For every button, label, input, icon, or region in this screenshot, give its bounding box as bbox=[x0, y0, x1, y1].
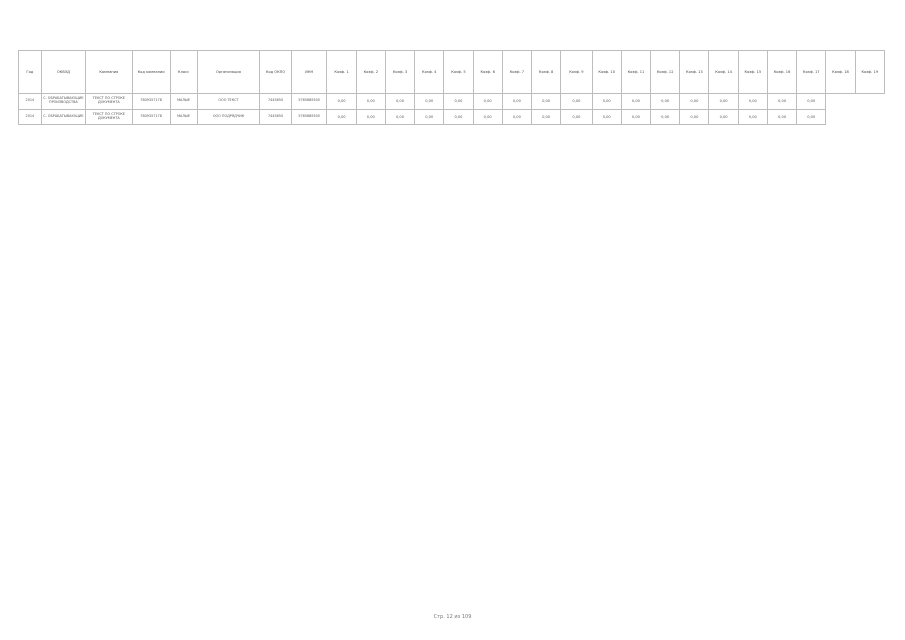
table-cell: 0,00 bbox=[709, 94, 738, 110]
column-header: Коэф. 19 bbox=[855, 51, 884, 94]
table-cell: 0,00 bbox=[561, 109, 592, 125]
column-header: Коэф. 18 bbox=[826, 51, 855, 94]
table-header-row bbox=[19, 51, 885, 94]
table-cell: 0,00 bbox=[680, 94, 709, 110]
table-cell: 0,00 bbox=[532, 109, 561, 125]
table-cell: 5765889305 bbox=[291, 109, 327, 125]
column-header: Коэф. 17 bbox=[797, 51, 826, 94]
table-cell: 7809357178 bbox=[132, 94, 170, 110]
table-cell: ТЕКСТ ПО СТРОКЕ ДОКУМЕНТА bbox=[86, 109, 133, 125]
table-cell: 0,00 bbox=[651, 94, 680, 110]
table-cell: 0,00 bbox=[651, 109, 680, 125]
table-cell: 0,00 bbox=[327, 94, 356, 110]
table-cell: МАЛЫЕ bbox=[170, 94, 197, 110]
table-cell: 0,00 bbox=[415, 109, 444, 125]
table-cell: 0,00 bbox=[621, 94, 650, 110]
table-cell: 0,00 bbox=[621, 109, 650, 125]
table-cell: 0,00 bbox=[592, 109, 621, 125]
table-cell: С. ОБРАБАТЫВАЮЩИЕ ПРОИЗВОДСТВА bbox=[41, 94, 85, 110]
table-cell: 5765889305 bbox=[291, 94, 327, 110]
column-header: Коэф. 2 bbox=[356, 51, 385, 94]
table-row bbox=[19, 94, 885, 110]
table-cell: 0,00 bbox=[592, 94, 621, 110]
table-cell: С. ОБРАБАТЫВАЮЩИЕ bbox=[41, 109, 85, 125]
column-header: Коэф. 15 bbox=[738, 51, 767, 94]
column-header: Код компании bbox=[132, 51, 170, 94]
column-header: Коэф. 10 bbox=[592, 51, 621, 94]
table-cell: 0,00 bbox=[444, 94, 473, 110]
page-footer: Стр. 12 из 109 bbox=[433, 614, 472, 620]
column-header: Класс bbox=[170, 51, 197, 94]
table-body bbox=[19, 94, 885, 125]
table-cell: 0,00 bbox=[561, 94, 592, 110]
data-table bbox=[18, 50, 885, 125]
column-header: Коэф. 5 bbox=[444, 51, 473, 94]
table-cell: ООО ПОДРЯДЧИК bbox=[197, 109, 260, 125]
table-cell: 0,00 bbox=[680, 109, 709, 125]
table-cell: 2014 bbox=[19, 94, 42, 110]
column-header: Коэф. 4 bbox=[415, 51, 444, 94]
column-header: Год bbox=[19, 51, 42, 94]
table-cell: 0,00 bbox=[327, 109, 356, 125]
table-cell: 7445650 bbox=[260, 109, 291, 125]
table-cell: 0,00 bbox=[797, 94, 826, 110]
table-cell: 7809357178 bbox=[132, 109, 170, 125]
table-cell: 0,00 bbox=[385, 109, 414, 125]
column-header: Код ОКПО bbox=[260, 51, 291, 94]
table-cell: 0,00 bbox=[444, 109, 473, 125]
table-cell: МАЛЫЕ bbox=[170, 109, 197, 125]
table-cell: 0,00 bbox=[797, 109, 826, 125]
table-cell: 0,00 bbox=[502, 109, 531, 125]
table-cell: 0,00 bbox=[356, 109, 385, 125]
column-header: Коэф. 12 bbox=[651, 51, 680, 94]
table-cell: 0,00 bbox=[532, 94, 561, 110]
column-header: Коэф. 1 bbox=[327, 51, 356, 94]
column-header: Коэф. 9 bbox=[561, 51, 592, 94]
table-cell: 2014 bbox=[19, 109, 42, 125]
column-header: Коэф. 8 bbox=[532, 51, 561, 94]
table-cell: 0,00 bbox=[502, 94, 531, 110]
table-cell: 0,00 bbox=[356, 94, 385, 110]
column-header: Компания bbox=[86, 51, 133, 94]
column-header: Коэф. 11 bbox=[621, 51, 650, 94]
table-cell: 7445650 bbox=[260, 94, 291, 110]
table-cell: 0,00 bbox=[738, 94, 767, 110]
column-header: Коэф. 13 bbox=[680, 51, 709, 94]
table-cell: 0,00 bbox=[767, 109, 796, 125]
table-cell: ООО ТЕКСТ bbox=[197, 94, 260, 110]
column-header: ИНН bbox=[291, 51, 327, 94]
table-row bbox=[19, 109, 885, 125]
table-cell: 0,00 bbox=[473, 94, 502, 110]
column-header: Коэф. 7 bbox=[502, 51, 531, 94]
column-header: Коэф. 6 bbox=[473, 51, 502, 94]
column-header: Коэф. 16 bbox=[767, 51, 796, 94]
table-cell: 0,00 bbox=[415, 94, 444, 110]
table-cell: ТЕКСТ ПО СТРОКЕ ДОКУМЕНТА bbox=[86, 94, 133, 110]
table-cell: 0,00 bbox=[767, 94, 796, 110]
table-cell: 0,00 bbox=[709, 109, 738, 125]
table-cell: 0,00 bbox=[738, 109, 767, 125]
column-header: ОКВЭД bbox=[41, 51, 85, 94]
column-header: Коэф. 14 bbox=[709, 51, 738, 94]
column-header: Коэф. 3 bbox=[385, 51, 414, 94]
column-header: Организация bbox=[197, 51, 260, 94]
table-cell: 0,00 bbox=[385, 94, 414, 110]
table-cell: 0,00 bbox=[473, 109, 502, 125]
